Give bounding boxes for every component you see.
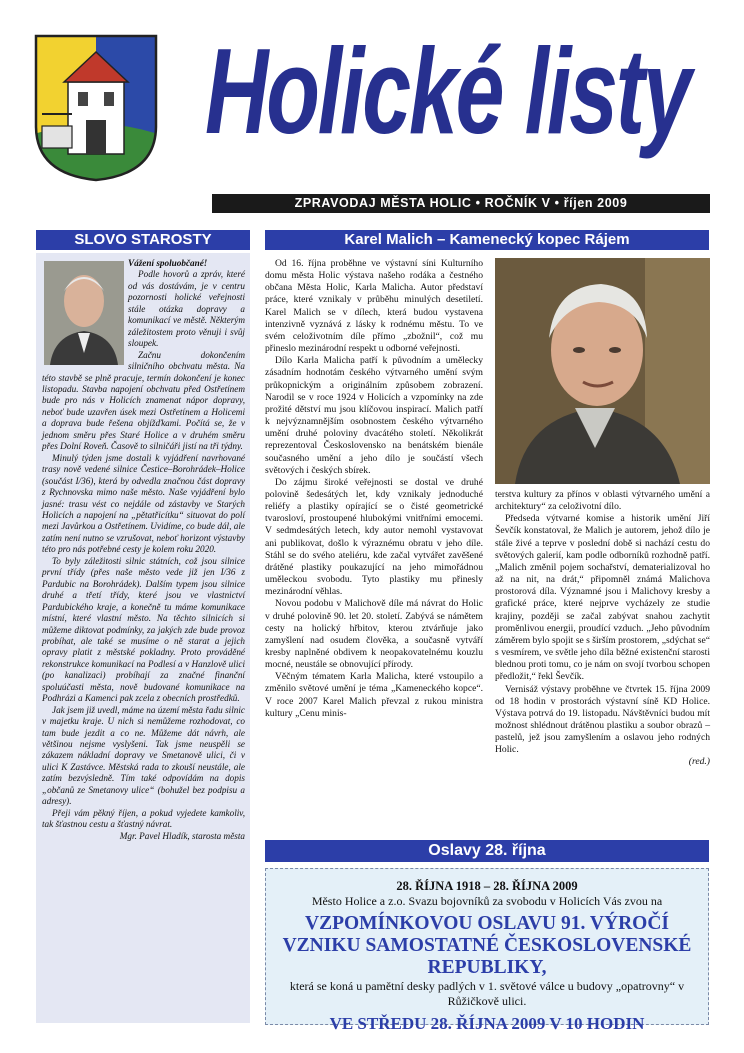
oslavy-when: VE STŘEDU 28. ŘÍJNA 2009 V 10 HODIN xyxy=(329,1014,645,1033)
article-paragraph: Předseda výtvarné komise a historik umění Jiří Ševčík konstatoval, že Malich je autorem, jehož dílo je stále živé a teprve v poslední době si nachází cestu do světových galerií, kam podle odborníků rozhodně patří. „Malich změnil pojem sochařství, dematerializoval ho až na nit, na drát,“ připomněl známá Malichova prostorová díla. Významné jsou i Malichovy kresby a grafické práce, které nejprve vycházely ze studie krajiny, později se začal zabývat snahou zachytit proměnlivou energii, proudící vzduch. „Jeho původním záměrem bylo spojit se s širším prostorem, „sdýchat se“ s vesmírem, ve světle jeho díla běžné existenční starosti blednou proti tomu, co je nám on svojí tvorbou schopen předložit,“ řekl Ševčík. xyxy=(495,513,711,683)
starosta-signature: Mgr. Pavel Hladík, starosta města xyxy=(119,830,245,841)
oslavy-place: která se koná u pamětní desky padlých v 1. světové válce u budovy „opatrovny“ v Růžičkově ulici. xyxy=(289,979,685,1008)
article-paragraph: Od 16. října proběhne ve výstavní síni Kulturního domu města Holic výstava našeho rodáka a čestného občana Města Holic, Karla Malicha. Autor představí práce, které vznikaly v průběhu minulých desetiletí. Karel Malich se v dílech, která budou vystavena intenzivně vyznává z lásky k rodnému městu. To ve svém celoživotním díle přímo „zbožnil“, což mu přineslo mezinárodní respekt u odborné veřejnosti. xyxy=(265,258,483,355)
article-paragraph: Věčným tématem Karla Malicha, které vstoupilo a změnilo světové umění je téma „Kameneckého kopce“. V roce 2007 Karel Malich převzal z rukou ministra kultury „Cenu minis- xyxy=(265,671,483,719)
starosta-greeting: Vážení spoluobčané! xyxy=(128,258,208,268)
oslavy-invite: Město Holice a z.o. Svazu bojovníků za svobodu v Holicích Vás zvou na xyxy=(311,894,663,908)
article-paragraph: Do zájmu široké veřejnosti se dostal ve druhé polovině šedesátých let, kdy vznikaly jednoduché reliéfy a plastiky opírající se o čisté geometrické tvarosloví, prostoupené hlubokými vnitřními emocemi. V sedmdesátých letech, kdy autor nemohl vystavovat ani publikovat, došlo k výraznému obratu v jeho díle. Stáhl se do svého ateliéru, kde začal vytvářet zavěšené drátěné plastiky poukazující na jeho mimořádnou uměleckou svobodu. Tyto plastiky mu přinesly mezinárodní věhlas. xyxy=(265,476,483,598)
starosta-paragraph: Přeji vám pěkný říjen, a pokud vyjedete kamkoliv, tak šťastnou cestu a šťastný návrat. xyxy=(42,807,245,830)
starosta-text xyxy=(42,258,245,842)
article-paragraph: Dílo Karla Malicha patří k původním a umělecky zásadním hodnotám českého výtvarného umění svým průkopnickým a originálním způsobem zobrazení. Narodil se v roce 1924 v Holicích a vzpomínky na zde prožité dětství mu jsou klíčovou inspirací. Malich patří k nejvýznamnějším osobnostem českého výtvarného umění druhé poloviny dvacátého století. Několikrát reprezentoval Československo na benátském bienále současného umění a jeho dílo je součástí všech světových i českých sbírek. xyxy=(265,355,483,476)
oslavy-heading: Oslavy 28. října xyxy=(265,840,709,862)
article-credit: (red.) xyxy=(688,756,710,768)
starosta-paragraph: Minulý týden jsme dostali k vyjádření navrhované trasy nově vedené silnice Čestice–Borohrádek–Holice (součást I/36), která by odvedla značnou část dopravy z Rychnovska mimo naše město. Naše vyjádření bylo jasné: trasu vést co nejdále od zástavby ve Starých Holicích a napojení na „pětatřicítku“ situovat do polí mezi Javůrkou a Ostřetínem. Uvidíme, co bude dál, ale zatím není nutno se vzrušovat, neboť horizont výstavby této pro nás potřebné cesty je kolem roku 2020. xyxy=(42,452,245,555)
article-column-2 xyxy=(495,489,710,769)
masthead-title: Holické listy xyxy=(205,23,690,159)
karel-malich-photo xyxy=(495,258,710,484)
article-heading: Karel Malich – Kamenecký kopec Rájem xyxy=(265,230,709,250)
article-column-1 xyxy=(265,258,483,720)
starosta-intro: Podle hovorů a zpráv, které od vás dostávám, je v centru pozornosti holické veřejnosti stále otázka dopravy a komunikací ve městě. Některým záležitostem proto věnuji i svůj sloupek. xyxy=(128,269,245,349)
town-coat-of-arms xyxy=(34,34,158,182)
masthead-tagline: ZPRAVODAJ MĚSTA HOLIC • ROČNÍK V • říjen 2009 xyxy=(212,194,710,213)
oslavy-invitation-box xyxy=(265,868,709,1033)
oslavy-title: VZPOMÍNKOVOU OSLAVU 91. VÝROČÍ VZNIKU SAMOSTATNÉ ČESKOSLOVENSKÉ REPUBLIKY, xyxy=(282,913,692,978)
article-paragraph: Novou podobu v Malichově díle má návrat do Holic v druhé polovině 90. let 20. století. Zabývá se námětem cesty na holický hřbitov, kterou ztvárňuje jako zamyšlení nad osudem člověka, a současně vytváří kresby naplněné obdivem k neopakovatelnému kouzlu mocné, neustále se obnovující přírody. xyxy=(265,598,483,671)
oslavy-dates: 28. ŘÍJNA 1918 – 28. ŘÍJNA 2009 xyxy=(396,879,578,893)
starosta-paragraph: Začnu dokončením silničního obchvatu města. Na této stavbě se plně pracuje, termín dokončení je konec listopadu. Stavba napojení obchvatu před Ostřetínem bude pro nás v Holicích znamenat nápor dopravy, neboť bude uzavřen úsek mezi Ostřetínem a Holicemi a doprava bude řešena objížďkami. Počítá se, že v jednom směru přes Staré Holice a v druhém směru přes Dolní Roveň. Časově to silničáři jistí na tři týdny. xyxy=(42,349,245,452)
starosta-paragraph: To byly záležitosti silnic státních, což jsou silnice první třídy (přes naše město vede již jen I/36 z Pardubic na Borohrádek). Dalším typem jsou silnice druhé a třetí třídy, které jsou ve vlastnictví Pardubického kraje, a konečně tu máme komunikace místní, které vlastní město. Na těchto silnicích si můžeme diktovat podmínky, za jakých zde bude provoz probíhat, ale také se musíme o ně starat a jejich opravy platit z městské pokladny. Proto prováděné rekonstrukce komunikací na Podlesí a v Hanzlově ulici (po kanalizaci) probíhají za značné finanční spoluúčasti města, nově budované komunikace na Podhrázi a Kamenci pak zcela z obecních prostředků. xyxy=(42,555,245,704)
starosta-heading: SLOVO STAROSTY xyxy=(36,230,250,250)
article-paragraph: Vernisáž výstavy proběhne ve čtvrtek 15. října 2009 od 18 hodin v prostorách výstavní síně KD Holice. Výstava potrvá do 19. listopadu. Návštěvníci budou mít možnost shlédnout drátěnou plastiku a soubor obrazů – pastelů, jež jsou zamyšlením a oslavou jeho rodných Holic. xyxy=(495,683,710,756)
article-paragraph: terstva kultury za přínos v oblasti výtvarného umění a architektury“ za celoživotní dílo. xyxy=(495,489,710,513)
starosta-paragraph: Jak jsem již uvedl, máme na území města řadu silnic v majetku kraje. U nich si nemůžeme rozhodovat, co tam bude jezdit a co ne. Můžeme dát návrh, ale většinou nejsme vyslyšeni. Tak jsme neuspěli se zákazem nákladní dopravy ve Smetanově ulici, či v ulici K Zastávce. Městská rada to zkouší neustále, ale zatím bezvýsledně. Tím také odpovídám na dopis „občanů ze Smetanovy ulice“ (bohužel bez podpisu a adresy). xyxy=(42,704,245,807)
